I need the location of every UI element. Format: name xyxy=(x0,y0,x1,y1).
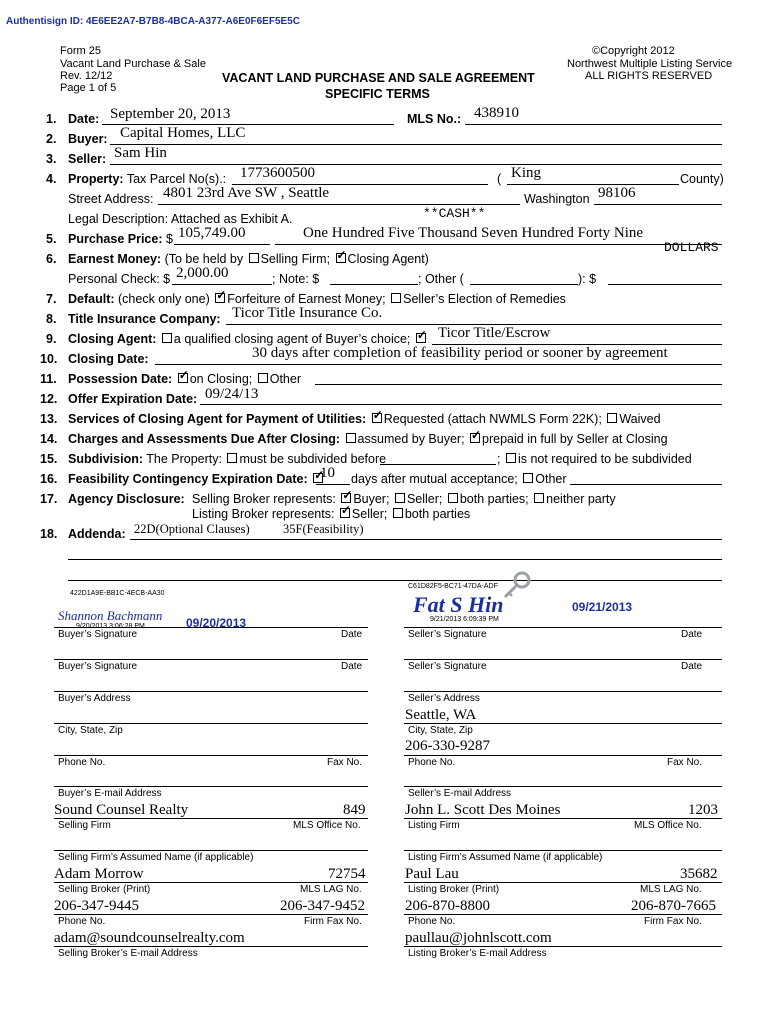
utilities-waived-checkbox[interactable] xyxy=(607,413,617,423)
zip-value[interactable]: 98106 xyxy=(598,185,636,201)
selling-firm-value[interactable]: Sound Counsel Realty xyxy=(54,802,189,818)
listing-assumed-label: Listing Firm’s Assumed Name (if applicable) xyxy=(408,852,603,863)
assumed-by-buyer-checkbox[interactable] xyxy=(346,433,356,443)
selling-broker-label: Selling Broker (Print) xyxy=(58,884,151,895)
listing-assumed-line xyxy=(404,850,722,851)
page-number: Page 1 of 5 xyxy=(60,82,117,94)
listing-firm-mls-value[interactable]: 1203 xyxy=(688,802,718,818)
buyer-choice-option: a qualified closing agent of Buyer’s choice; xyxy=(173,332,411,346)
legal-description: Legal Description: Attached as Exhibit A. xyxy=(68,212,293,226)
item-3: 3. xyxy=(46,152,57,166)
dollars-label: DOLLARS xyxy=(664,240,719,255)
other-amount-line xyxy=(608,284,722,285)
charges-row xyxy=(68,432,668,446)
closing-date-value[interactable]: 30 days after completion of feasibility period or sooner by agreement xyxy=(252,345,668,361)
mls-line xyxy=(465,124,722,125)
possession-other-option: Other xyxy=(269,372,301,386)
utilities-requested-checkbox[interactable] xyxy=(372,413,382,423)
buyer-signature-image: Shannon Bachmann xyxy=(58,608,163,623)
seller-date-label: Date xyxy=(681,629,703,640)
sb-buyer-checkbox[interactable] xyxy=(341,493,351,503)
price-value[interactable]: 105,749.00 xyxy=(178,225,246,241)
seller-envelope-id: C61D82F5-BC71-47DA-ADF xyxy=(408,583,498,590)
listing-broker-line xyxy=(404,882,722,883)
feasibility-text: days after mutual acceptance; xyxy=(351,472,518,486)
earnest-row xyxy=(68,252,429,266)
seller-signature-date: 09/21/2013 xyxy=(572,600,633,614)
seller-address-label: Seller’s Address xyxy=(408,693,480,704)
selling-firm-label: Selling Firm xyxy=(58,820,111,831)
sb-both-option: both parties; xyxy=(459,492,529,506)
property-label: Property: xyxy=(68,172,124,186)
authentisign-id: Authentisign ID: 4E6EE2A7-B7B8-4BCA-A377-A6E0F6EF5E5C xyxy=(6,16,300,27)
seller-signature-line xyxy=(404,627,722,628)
item-10: 10. xyxy=(40,352,58,366)
selling-firm-option: Selling Firm; xyxy=(260,252,331,266)
seller-signature-2-label: Seller’s Signature xyxy=(408,661,487,672)
seller-line xyxy=(110,164,722,165)
listing-phone-value[interactable]: 206-870-8800 xyxy=(405,898,490,914)
selling-broker-value[interactable]: Adam Morrow xyxy=(54,866,144,882)
county-value[interactable]: King xyxy=(511,165,541,181)
feasibility-label: Feasibility Contingency Expiration Date: xyxy=(68,472,308,486)
listing-fax-label: Firm Fax No. xyxy=(644,916,702,927)
item-6: 6. xyxy=(46,252,57,266)
feasibility-days-value[interactable]: 10 xyxy=(320,465,335,481)
possession-row xyxy=(68,372,301,386)
listing-firm-mls-label: MLS Office No. xyxy=(634,820,702,831)
not-required-option: is not required to be subdivided xyxy=(517,452,692,466)
utilities-row xyxy=(68,412,661,426)
listing-fax-value[interactable]: 206-870-7665 xyxy=(631,898,716,914)
buyer-signature-label: Buyer’s Signature xyxy=(58,629,138,640)
other-line xyxy=(470,284,578,285)
utilities-label: Services of Closing Agent for Payment of Utilities: xyxy=(68,412,367,426)
selling-email-line xyxy=(54,946,368,947)
not-required-checkbox[interactable] xyxy=(506,453,516,463)
buyer-envelope-id: 422D1A9E-BB1C-4ECB-AA30 xyxy=(70,590,165,597)
selling-phone-value[interactable]: 206-347-9445 xyxy=(54,898,139,914)
sb-seller-checkbox[interactable] xyxy=(395,493,405,503)
price-words[interactable]: One Hundred Five Thousand Seven Hundred Forty Nine xyxy=(303,225,644,241)
note-label: ; Note: $ xyxy=(272,272,320,286)
county-open: ( xyxy=(497,172,502,186)
item-9: 9. xyxy=(46,332,57,346)
other-label: ; Other ( xyxy=(418,272,464,286)
title-company-value[interactable]: Ticor Title Insurance Co. xyxy=(232,305,383,321)
sb-both-checkbox[interactable] xyxy=(448,493,458,503)
tax-parcel-label: Tax Parcel No(s).: xyxy=(126,172,227,186)
price-line xyxy=(174,244,270,245)
selling-phone-label: Phone No. xyxy=(58,916,106,927)
selling-fax-value[interactable]: 206-347-9452 xyxy=(280,898,365,914)
listing-broker-row xyxy=(192,507,470,521)
earnest-label: Earnest Money: xyxy=(68,252,162,266)
item-15: 15. xyxy=(40,452,58,466)
item-13: 13. xyxy=(40,412,58,426)
item-12: 12. xyxy=(40,392,58,406)
listing-broker-label: Listing Broker (Print) xyxy=(408,884,500,895)
seller-fax-label: Fax No. xyxy=(667,757,703,768)
buyer-signature-timestamp: 9/20/2013 3:06:28 PM xyxy=(76,623,145,630)
other-close: ): $ xyxy=(578,272,597,286)
seller-address-line xyxy=(404,691,722,692)
selling-email-value[interactable]: adam@soundcounselrealty.com xyxy=(54,930,245,946)
closing-agent-label: Closing Agent: xyxy=(68,332,157,346)
note-line xyxy=(330,284,418,285)
seller-email-label: Seller’s E-mail Address xyxy=(408,788,512,799)
seller-phone-value[interactable]: 206-330-9287 xyxy=(405,738,490,754)
feasibility-days-line xyxy=(316,484,350,485)
buyer-signature-date: 09/20/2013 xyxy=(186,616,247,630)
title-company-label: Title Insurance Company: xyxy=(68,312,221,326)
subdivision-label: Subdivision: xyxy=(68,452,143,466)
seller-city-label: City, State, Zip xyxy=(408,725,473,736)
must-subdivide-option: must be subdivided before xyxy=(239,452,387,466)
assumed-by-buyer-option: assumed by Buyer; xyxy=(357,432,465,446)
default-text: (check only one) xyxy=(118,292,210,306)
listing-phone-label: Phone No. xyxy=(408,916,456,927)
cash-note: **CASH** xyxy=(423,206,486,221)
item-16: 16. xyxy=(40,472,58,486)
item-8: 8. xyxy=(46,312,57,326)
feasibility-other-line xyxy=(570,484,722,485)
addenda-2[interactable]: 35F(Feasibility) xyxy=(283,522,364,536)
buyer-signature-2-line xyxy=(54,659,368,660)
closing-date-label: Closing Date: xyxy=(68,352,149,366)
item-11: 11. xyxy=(40,372,57,386)
closing-agent-row xyxy=(68,332,428,346)
zip-line xyxy=(594,204,722,205)
closing-agent-option: Closing Agent) xyxy=(347,252,429,266)
rights-reserved: ALL RIGHTS RESERVED xyxy=(585,70,713,82)
seller-phone-label: Phone No. xyxy=(408,757,456,768)
subdivision-row-2: ; is not required to be subdivided xyxy=(497,452,692,466)
selling-assumed-label: Selling Firm’s Assumed Name (if applicable) xyxy=(58,852,254,863)
offer-expiration-line xyxy=(200,404,722,405)
selling-firm-line xyxy=(54,818,368,819)
form-number: Form 25 xyxy=(60,45,101,57)
listing-broker-represents: Listing Broker represents: xyxy=(192,507,335,521)
lb-seller-option: Seller; xyxy=(351,507,388,521)
buyer-city-line xyxy=(54,723,368,724)
utilities-requested-option: Requested (attach NWMLS Form 22K); xyxy=(383,412,602,426)
closing-agent-checkbox[interactable] xyxy=(336,253,346,263)
item-4: 4. xyxy=(46,172,57,186)
lb-both-option: both parties xyxy=(404,507,471,521)
price-words-line xyxy=(275,244,722,245)
sb-neither-option: neither party xyxy=(546,492,616,506)
selling-firm-mls-value[interactable]: 849 xyxy=(343,802,366,818)
selling-firm-checkbox[interactable] xyxy=(249,253,259,263)
buyer-choice-checkbox[interactable] xyxy=(162,333,172,343)
buyer-address-label: Buyer’s Address xyxy=(58,693,131,704)
selling-broker-line xyxy=(54,882,368,883)
possession-closing-option: on Closing; xyxy=(189,372,253,386)
listing-firm-line xyxy=(404,818,722,819)
item-17: 17. xyxy=(40,492,58,506)
mls-label: MLS No.: xyxy=(407,112,462,126)
buyer-address-line xyxy=(54,691,368,692)
item-2: 2. xyxy=(46,132,57,146)
selling-broker-represents: Selling Broker represents: xyxy=(192,492,336,506)
page-subtitle: SPECIFIC TERMS xyxy=(325,87,430,101)
possession-other-checkbox[interactable] xyxy=(258,373,268,383)
seller-signature-label: Seller’s Signature xyxy=(408,629,487,640)
street-line xyxy=(158,204,520,205)
buyer-date-2-label: Date xyxy=(341,661,363,672)
remedies-checkbox[interactable] xyxy=(391,293,401,303)
page-title: VACANT LAND PURCHASE AND SALE AGREEMENT xyxy=(222,71,535,85)
addenda-line-1 xyxy=(130,539,722,540)
buyer-phone-line xyxy=(54,755,368,756)
listing-email-line xyxy=(404,946,722,947)
item-14: 14. xyxy=(40,432,58,446)
listing-broker-lag-label: MLS LAG No. xyxy=(640,884,702,895)
form-revision: Rev. 12/12 xyxy=(60,70,113,82)
selling-broker-lag-value[interactable]: 72754 xyxy=(328,866,366,882)
date-label: Date: xyxy=(68,112,100,126)
possession-other-line xyxy=(315,384,722,385)
feasibility-other-option: Other xyxy=(535,472,567,486)
buyer-value[interactable]: Capital Homes, LLC xyxy=(120,125,246,141)
closing-agent-value[interactable]: Ticor Title/Escrow xyxy=(438,325,551,341)
listing-phone-line xyxy=(404,914,722,915)
buyer-signature-line xyxy=(54,627,368,628)
addenda-label: Addenda: xyxy=(68,527,126,541)
default-row xyxy=(68,292,566,306)
seller-city-line xyxy=(404,723,722,724)
earnest-text: (To be held by xyxy=(164,252,244,266)
sb-buyer-option: Buyer; xyxy=(353,492,390,506)
subdivide-date-line xyxy=(380,464,496,465)
copyright: ©Copyright 2012 xyxy=(592,45,675,57)
buyer-label: Buyer: xyxy=(68,132,108,146)
named-agent-checkbox[interactable] xyxy=(416,333,426,343)
seller-city-value[interactable]: Seattle, WA xyxy=(405,707,477,723)
utilities-waived-option: Waived xyxy=(619,412,661,426)
state-label: Washington xyxy=(524,192,590,206)
lb-seller-checkbox[interactable] xyxy=(340,508,350,518)
buyer-date-label: Date xyxy=(341,629,363,640)
selling-email-label: Selling Broker’s E-mail Address xyxy=(58,948,198,959)
mls-value[interactable]: 438910 xyxy=(474,105,519,121)
selling-firm-mls-label: MLS Office No. xyxy=(293,820,361,831)
selling-fax-label: Firm Fax No. xyxy=(304,916,362,927)
buyer-fax-label: Fax No. xyxy=(327,757,363,768)
personal-check-label: Personal Check: $ xyxy=(68,272,171,286)
tax-parcel-value[interactable]: 1773600500 xyxy=(240,165,315,181)
feasibility-other-checkbox[interactable] xyxy=(523,473,533,483)
street-label: Street Address: xyxy=(68,192,154,206)
key-icon xyxy=(500,570,534,604)
seller-email-line xyxy=(404,786,722,787)
selling-phone-line xyxy=(54,914,368,915)
sb-neither-checkbox[interactable] xyxy=(534,493,544,503)
agency-label: Agency Disclosure: xyxy=(68,492,185,506)
feasibility-row-2 xyxy=(351,472,567,486)
prepaid-by-seller-option: prepaid in full by Seller at Closing xyxy=(482,432,668,446)
default-label: Default: xyxy=(68,292,115,306)
item-7: 7. xyxy=(46,292,57,306)
buyer-signature-2-label: Buyer’s Signature xyxy=(58,661,138,672)
offer-expiration-label: Offer Expiration Date: xyxy=(68,392,198,406)
buyer-email-label: Buyer’s E-mail Address xyxy=(58,788,162,799)
addenda-line-2 xyxy=(68,559,722,560)
date-value[interactable]: September 20, 2013 xyxy=(110,106,231,122)
feasibility-row xyxy=(68,472,325,486)
seller-value[interactable]: Sam Hin xyxy=(114,145,167,161)
possession-label: Possession Date: xyxy=(68,372,173,386)
item-5: 5. xyxy=(46,232,57,246)
prepaid-by-seller-checkbox[interactable] xyxy=(470,433,480,443)
personal-check-line xyxy=(172,284,272,285)
listing-email-value[interactable]: paullau@johnlscott.com xyxy=(405,930,552,946)
selling-broker-lag-label: MLS LAG No. xyxy=(300,884,362,895)
seller-label: Seller: xyxy=(68,152,107,166)
street-value[interactable]: 4801 23rd Ave SW , Seattle xyxy=(163,185,330,201)
buyer-line xyxy=(110,144,722,145)
closing-date-line xyxy=(155,364,722,365)
seller-date-2-label: Date xyxy=(681,661,703,672)
remedies-option: Seller’s Election of Remedies xyxy=(403,292,566,306)
organization: Northwest Multiple Listing Service xyxy=(567,58,733,70)
seller-signature-timestamp: 9/21/2013 6:09:39 PM xyxy=(430,616,499,623)
subdivision-text: The Property: xyxy=(146,452,222,466)
item-1: 1. xyxy=(46,112,57,126)
addenda-1[interactable]: 22D(Optional Clauses) xyxy=(134,522,250,536)
forfeiture-checkbox[interactable] xyxy=(215,293,225,303)
sb-seller-option: Seller; xyxy=(406,492,443,506)
price-currency: $ xyxy=(165,232,173,246)
seller-phone-line xyxy=(404,755,722,756)
buyer-phone-label: Phone No. xyxy=(58,757,106,768)
buyer-email-line xyxy=(54,786,368,787)
price-label: Purchase Price: xyxy=(68,232,163,246)
listing-broker-lag-value[interactable]: 35682 xyxy=(680,866,718,882)
buyer-city-label: City, State, Zip xyxy=(58,725,123,736)
seller-signature-image: Fat S Hin xyxy=(413,592,504,617)
listing-email-label: Listing Broker’s E-mail Address xyxy=(408,948,547,959)
addenda-line-3 xyxy=(68,580,722,581)
possession-closing-checkbox[interactable] xyxy=(178,373,188,383)
county-label: County) xyxy=(680,172,724,186)
seller-signature-2-line xyxy=(404,659,722,660)
offer-expiration-value[interactable]: 09/24/13 xyxy=(205,386,259,402)
selling-broker-row xyxy=(192,492,616,506)
listing-firm-value[interactable]: John L. Scott Des Moines xyxy=(405,802,561,818)
listing-broker-value[interactable]: Paul Lau xyxy=(405,866,459,882)
county-line xyxy=(507,184,679,185)
item-18: 18. xyxy=(40,527,58,541)
charges-label: Charges and Assessments Due After Closing: xyxy=(68,432,341,446)
subdivision-row xyxy=(68,452,386,466)
forfeiture-option: Forfeiture of Earnest Money; xyxy=(227,292,386,306)
personal-check-value[interactable]: 2,000.00 xyxy=(176,265,229,281)
selling-assumed-line xyxy=(54,850,368,851)
lb-both-checkbox[interactable] xyxy=(393,508,403,518)
listing-firm-label: Listing Firm xyxy=(408,820,460,831)
form-name: Vacant Land Purchase & Sale xyxy=(60,58,206,70)
must-subdivide-checkbox[interactable] xyxy=(227,453,237,463)
